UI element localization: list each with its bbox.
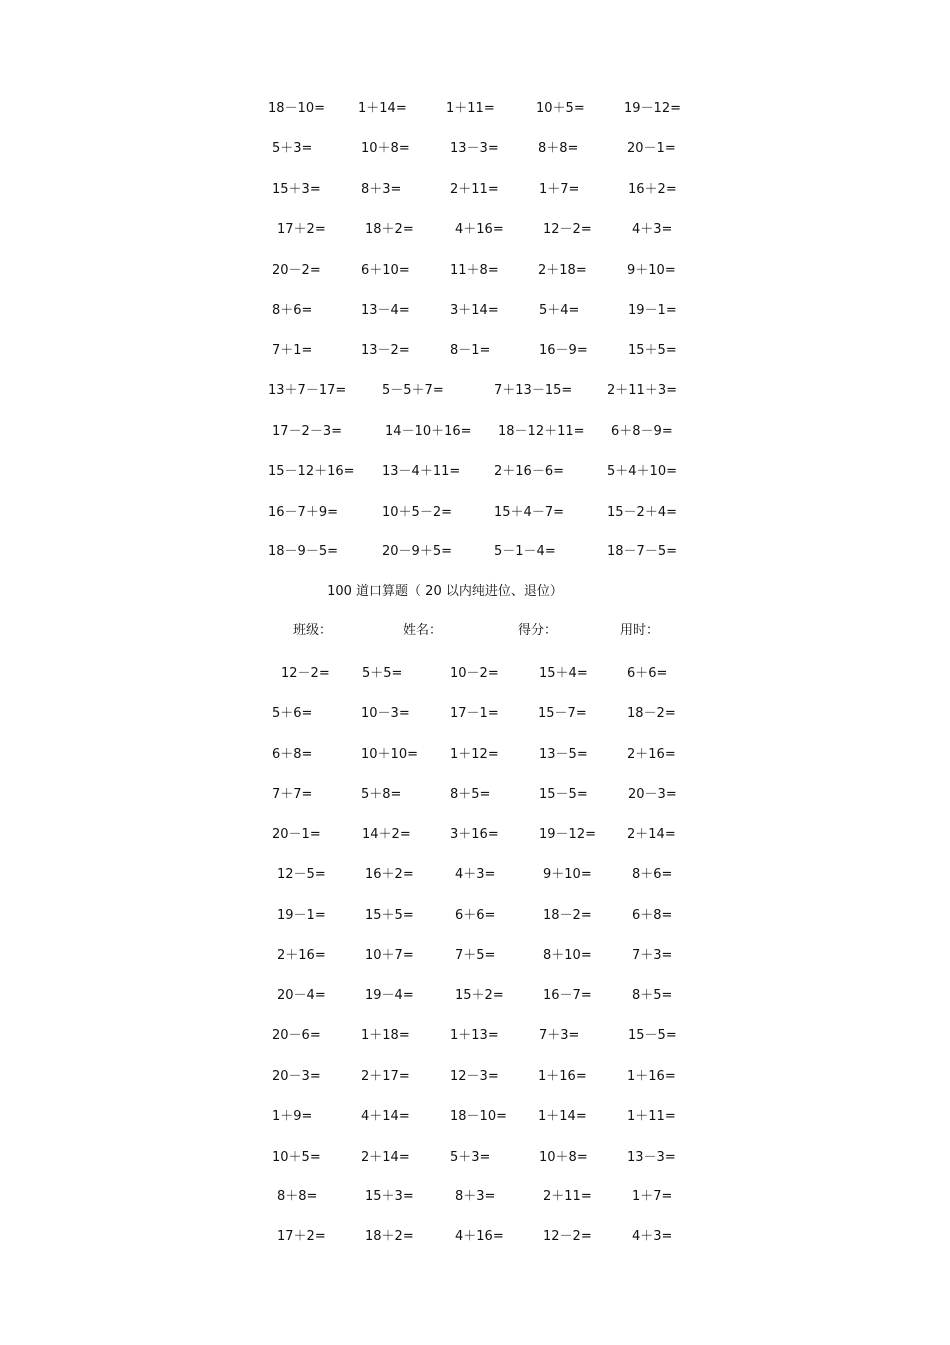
- problem: 7＋3=: [539, 1028, 580, 1043]
- problem: 20－2=: [272, 263, 321, 278]
- problem-row: [0, 1107, 950, 1127]
- problem: 13－3=: [627, 1150, 676, 1165]
- problem: 13－2=: [361, 343, 410, 358]
- problem-row: [0, 1026, 950, 1046]
- problem: 12－2=: [543, 1229, 592, 1244]
- problem: 19－1=: [277, 908, 326, 923]
- problem-row: [0, 1227, 950, 1247]
- problem: 18－10=: [450, 1109, 507, 1124]
- problem: 20－1=: [272, 827, 321, 842]
- problem: 6＋6=: [627, 666, 668, 681]
- problem: 12－2=: [543, 222, 592, 237]
- problem: 15＋5=: [628, 343, 677, 358]
- problem: 5－1－4=: [494, 544, 556, 559]
- problem: 15＋3=: [365, 1189, 414, 1204]
- problem: 1＋12=: [450, 747, 499, 762]
- problem: 16＋2=: [365, 867, 414, 882]
- problem: 4＋14=: [361, 1109, 410, 1124]
- problem-row: [0, 301, 950, 321]
- problem-row: [0, 906, 950, 926]
- problem: 2＋16=: [627, 747, 676, 762]
- problem: 4＋3=: [632, 222, 673, 237]
- problem: 10＋5=: [272, 1150, 321, 1165]
- problem: 13－5=: [539, 747, 588, 762]
- problem-row: [0, 381, 950, 401]
- problem: 8＋5=: [450, 787, 491, 802]
- problem: 20－6=: [272, 1028, 321, 1043]
- problem: 1＋14=: [538, 1109, 587, 1124]
- problem: 8＋3=: [361, 182, 402, 197]
- problem-row: [0, 462, 950, 482]
- problem: 4＋16=: [455, 222, 504, 237]
- problem: 18－9－5=: [268, 544, 338, 559]
- problem: 10＋10=: [361, 747, 418, 762]
- problem: 1＋13=: [450, 1028, 499, 1043]
- problem: 17＋2=: [277, 1229, 326, 1244]
- problem: 18－7－5=: [607, 544, 677, 559]
- problem: 14＋2=: [362, 827, 411, 842]
- problem: 15－5=: [539, 787, 588, 802]
- problem: 20－9＋5=: [382, 544, 452, 559]
- problem: 1＋7=: [539, 182, 580, 197]
- problem: 10＋8=: [539, 1150, 588, 1165]
- problem: 13－3=: [450, 141, 499, 156]
- problem: 10＋5=: [536, 101, 585, 116]
- problem-row: [0, 99, 950, 119]
- time-label: 用时：: [620, 623, 660, 638]
- problem: 15＋2=: [455, 988, 504, 1003]
- problem: 4＋3=: [632, 1229, 673, 1244]
- problem: 1＋18=: [361, 1028, 410, 1043]
- problem: 18＋2=: [365, 1229, 414, 1244]
- problem: 16＋2=: [628, 182, 677, 197]
- problem: 17＋2=: [277, 222, 326, 237]
- problem: 1＋16=: [538, 1069, 587, 1084]
- problem: 3＋14=: [450, 303, 499, 318]
- problem-row: [0, 180, 950, 200]
- problem-row: [0, 542, 950, 562]
- problem: 12－3=: [450, 1069, 499, 1084]
- problem: 1＋14=: [358, 101, 407, 116]
- problem-row: [0, 422, 950, 442]
- name-label: 姓名：: [403, 623, 443, 638]
- problem: 5＋5=: [362, 666, 403, 681]
- problem-row: [0, 865, 950, 885]
- problem: 7＋5=: [455, 948, 496, 963]
- problem: 2＋16－6=: [494, 464, 564, 479]
- problem: 2＋14=: [361, 1150, 410, 1165]
- problem-row: [0, 261, 950, 281]
- problem: 1＋16=: [627, 1069, 676, 1084]
- problem-row: [0, 986, 950, 1006]
- problem: 7＋1=: [272, 343, 313, 358]
- problem-row: [0, 785, 950, 805]
- problem: 8＋8=: [538, 141, 579, 156]
- problem: 5＋4＋10=: [607, 464, 677, 479]
- problem: 4＋16=: [455, 1229, 504, 1244]
- problem: 2＋17=: [361, 1069, 410, 1084]
- problem: 6＋8=: [632, 908, 673, 923]
- problem: 5＋8=: [361, 787, 402, 802]
- problem: 6＋8=: [272, 747, 313, 762]
- problem: 15－7=: [538, 706, 587, 721]
- problem: 20－1=: [627, 141, 676, 156]
- problem-row: [0, 1148, 950, 1168]
- problem: 10－2=: [450, 666, 499, 681]
- class-label: 班级：: [293, 623, 333, 638]
- problem-row: [0, 664, 950, 684]
- problem: 1＋11=: [446, 101, 495, 116]
- problem: 13＋7－17=: [268, 383, 347, 398]
- problem: 5－5＋7=: [382, 383, 444, 398]
- problem: 1＋7=: [632, 1189, 673, 1204]
- problem: 2＋14=: [627, 827, 676, 842]
- problem: 5＋6=: [272, 706, 313, 721]
- problem-row: [0, 139, 950, 159]
- problem: 16－7=: [543, 988, 592, 1003]
- problem: 8＋6=: [632, 867, 673, 882]
- problem: 10＋8=: [361, 141, 410, 156]
- problem: 20－4=: [277, 988, 326, 1003]
- problem: 12－5=: [277, 867, 326, 882]
- problem: 18－2=: [627, 706, 676, 721]
- problem: 15－12＋16=: [268, 464, 355, 479]
- problem-row: [0, 1067, 950, 1087]
- problem-row: [0, 220, 950, 240]
- problem: 2＋11=: [450, 182, 499, 197]
- problem: 15－2＋4=: [607, 505, 677, 520]
- problem: 6＋10=: [361, 263, 410, 278]
- problem: 18－10=: [268, 101, 325, 116]
- problem: 15＋3=: [272, 182, 321, 197]
- problem: 8－1=: [450, 343, 491, 358]
- problem: 19－12=: [539, 827, 596, 842]
- problem: 7＋3=: [632, 948, 673, 963]
- problem: 19－4=: [365, 988, 414, 1003]
- problem: 8＋8=: [277, 1189, 318, 1204]
- problem: 3＋16=: [450, 827, 499, 842]
- problem: 16－7＋9=: [268, 505, 338, 520]
- problem: 8＋5=: [632, 988, 673, 1003]
- problem: 10＋7=: [365, 948, 414, 963]
- problem-row: [0, 1187, 950, 1207]
- problem-row: [0, 503, 950, 523]
- problem: 8＋3=: [455, 1189, 496, 1204]
- problem: 6＋8－9=: [611, 424, 673, 439]
- worksheet-title: [0, 582, 950, 602]
- problem: 15＋4=: [539, 666, 588, 681]
- problem: 17－2－3=: [272, 424, 342, 439]
- problem: 5＋4=: [539, 303, 580, 318]
- problem: 12－2=: [281, 666, 330, 681]
- problem: 18－2=: [543, 908, 592, 923]
- problem: 14－10＋16=: [385, 424, 472, 439]
- problem-row: [0, 946, 950, 966]
- problem: 17－1=: [450, 706, 499, 721]
- problem: 15＋5=: [365, 908, 414, 923]
- problem-row: [0, 704, 950, 724]
- problem-row: [0, 825, 950, 845]
- problem: 1＋9=: [272, 1109, 313, 1124]
- problem-row: [0, 745, 950, 765]
- problem: 13－4＋11=: [382, 464, 461, 479]
- problem: 6＋6=: [455, 908, 496, 923]
- problem: 8＋6=: [272, 303, 313, 318]
- problem: 2＋11=: [543, 1189, 592, 1204]
- problem: 9＋10=: [627, 263, 676, 278]
- problem: 18－12＋11=: [498, 424, 585, 439]
- problem: 15－5=: [628, 1028, 677, 1043]
- problem: 18＋2=: [365, 222, 414, 237]
- problem-row: [0, 341, 950, 361]
- problem: 7＋13－15=: [494, 383, 573, 398]
- problem: 9＋10=: [543, 867, 592, 882]
- problem: 4＋3=: [455, 867, 496, 882]
- problem: 2＋18=: [538, 263, 587, 278]
- worksheet-title-text: 100 道口算题（ 20 以内纯进位、退位）: [327, 584, 563, 599]
- problem: 2＋16=: [277, 948, 326, 963]
- problem: 7＋7=: [272, 787, 313, 802]
- score-label: 得分：: [518, 623, 558, 638]
- problem: 20－3=: [272, 1069, 321, 1084]
- problem: 5＋3=: [450, 1150, 491, 1165]
- problem: 11＋8=: [450, 263, 499, 278]
- problem: 10－3=: [361, 706, 410, 721]
- problem: 19－1=: [628, 303, 677, 318]
- problem: 19－12=: [624, 101, 681, 116]
- problem: 8＋10=: [543, 948, 592, 963]
- problem: 5＋3=: [272, 141, 313, 156]
- problem: 20－3=: [628, 787, 677, 802]
- problem: 16－9=: [539, 343, 588, 358]
- problem: 1＋11=: [627, 1109, 676, 1124]
- problem: 2＋11＋3=: [607, 383, 677, 398]
- problem: 13－4=: [361, 303, 410, 318]
- problem: 15＋4－7=: [494, 505, 564, 520]
- problem: 10＋5－2=: [382, 505, 452, 520]
